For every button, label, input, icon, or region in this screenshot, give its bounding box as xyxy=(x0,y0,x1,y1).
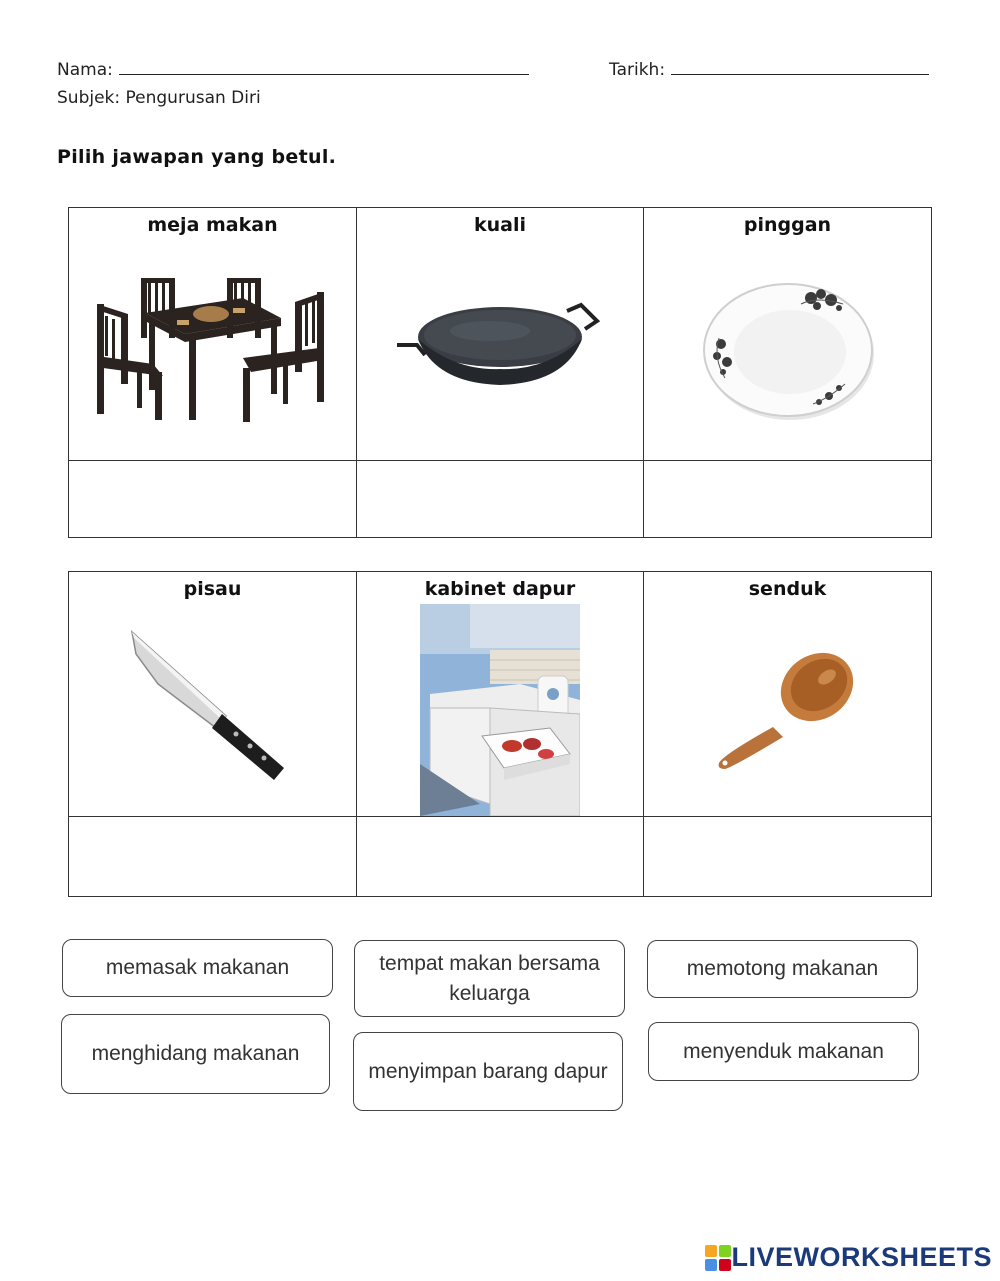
item-label: pinggan xyxy=(743,214,832,236)
answer-card-menyenduk-makanan[interactable]: menyenduk makanan xyxy=(648,1022,919,1081)
item-label: meja makan xyxy=(147,214,278,236)
answer-card-memotong-makanan[interactable]: memotong makanan xyxy=(647,940,918,998)
answer-card-menyimpan-barang[interactable]: menyimpan barang dapur xyxy=(353,1032,623,1111)
item-label: kabinet dapur xyxy=(424,578,576,600)
answer-card-tempat-makan[interactable]: tempat makan bersama keluarga xyxy=(354,940,625,1017)
item-label: pisau xyxy=(183,578,242,600)
wok-icon xyxy=(357,240,643,455)
kitchen-cabinet-icon xyxy=(357,604,643,814)
cell-meja-makan xyxy=(69,208,357,461)
date-label: Tarikh: xyxy=(609,60,666,80)
cell-pinggan xyxy=(644,208,932,461)
cell-senduk xyxy=(644,572,932,817)
item-label: senduk xyxy=(748,578,827,600)
plate-icon xyxy=(644,240,931,455)
answer-box-6[interactable] xyxy=(644,817,932,897)
answer-card-memasak-makanan[interactable]: memasak makanan xyxy=(62,939,333,997)
answer-box-1[interactable] xyxy=(69,461,357,538)
answer-card-menghidang-makanan[interactable]: menghidang makanan xyxy=(61,1014,330,1094)
cell-pisau xyxy=(69,572,357,817)
cell-kabinet-dapur xyxy=(357,572,644,817)
brand-logo xyxy=(705,1242,992,1273)
answer-box-4[interactable] xyxy=(69,817,357,897)
brand-name: LIVEWORKSHEETS xyxy=(731,1242,992,1272)
cell-kuali xyxy=(357,208,644,461)
table-2 xyxy=(68,571,932,897)
ladle-icon xyxy=(644,604,931,812)
knife-icon xyxy=(69,604,356,812)
subject-label: Subjek: Pengurusan Diri xyxy=(57,88,261,108)
name-field xyxy=(57,60,529,80)
item-label: kuali xyxy=(473,214,526,236)
name-line xyxy=(119,74,529,75)
answer-box-2[interactable] xyxy=(357,461,644,538)
instruction: Pilih jawapan yang betul. xyxy=(57,146,337,168)
name-label: Nama: xyxy=(57,60,113,80)
brand-mark-icon xyxy=(705,1245,731,1271)
answer-box-5[interactable] xyxy=(357,817,644,897)
dining-table-icon xyxy=(69,240,356,455)
date-field xyxy=(609,60,929,80)
table-1 xyxy=(68,207,932,538)
date-line xyxy=(671,74,929,75)
answer-box-3[interactable] xyxy=(644,461,932,538)
